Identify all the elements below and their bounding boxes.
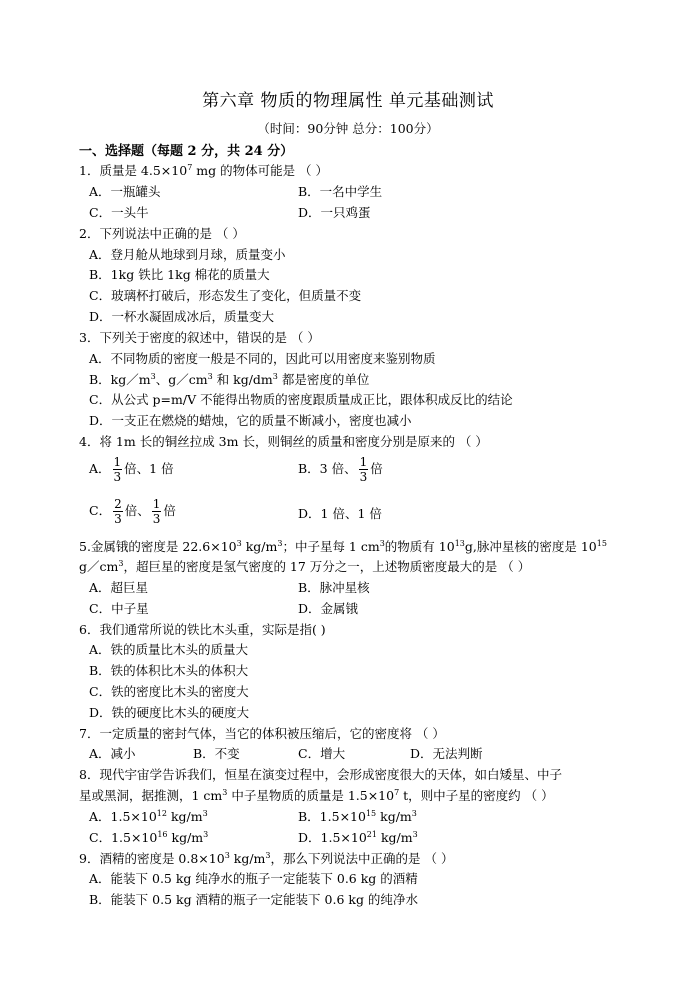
question-1-option-b: B．一名中学生	[298, 184, 383, 199]
section-heading: 一、选择题（每题 2 分，共 24 分）	[79, 144, 294, 159]
question-7-option-c: C．增大	[298, 746, 346, 761]
question-1-option-d: D．一只鸡蛋	[298, 205, 371, 220]
question-6-stem: 6．我们通常所说的铁比木头重，实际是指( )	[79, 622, 326, 637]
question-9-stem: 9．酒精的密度是 $0.8\times 10^3$ $kg/m^3$，那么下列说法中正确的是 （ ）	[79, 850, 454, 866]
question-2-stem: 2．下列说法中正确的是 （ ）	[79, 226, 245, 241]
question-7-stem: 7．一定质量的密封气体，当它的体积被压缩后，它的密度将 （ ）	[79, 726, 445, 741]
question-9-option-a: A．能装下 0.5 kg 纯净水的瓶子一定能装下 0.6 kg 的酒精	[89, 871, 418, 886]
question-3-option-d: D．一支正在燃烧的蜡烛，它的质量不断减小，密度也减小	[89, 413, 412, 428]
question-4-option-a: A． $\frac{1}{3}$ 倍、1 倍	[89, 455, 174, 484]
question-5-option-d: D．金属锇	[298, 601, 359, 616]
question-4-option-d: D．1 倍、1 倍	[298, 506, 382, 521]
question-6-option-c: C．铁的密度比木头的密度大	[89, 684, 249, 699]
question-5-option-c: C．中子星	[89, 601, 149, 616]
question-8-option-d: D．$1.5\times 10^{21}$ $kg/m^3$	[298, 829, 418, 845]
question-4-option-b: B．3 倍、 $\frac{1}{3}$ 倍	[298, 455, 383, 484]
question-9-option-b: B．能装下 0.5 kg 酒精的瓶子一定能装下 0.6 kg 的纯净水	[89, 892, 418, 907]
question-6-option-a: A．铁的质量比木头的质量大	[89, 642, 249, 657]
fraction-one-third: $\frac{1}{3}$	[359, 455, 368, 484]
question-8-option-a: A．$1.5\times 10^{12}$ $kg/m^3$	[89, 808, 208, 824]
question-7-option-b: B．不变	[193, 746, 240, 761]
question-4-option-c: C． $\frac{2}{3}$ 倍、 $\frac{1}{3}$ 倍	[89, 497, 176, 526]
question-3-stem: 3．下列关于密度的叙述中，错误的是 （ ）	[79, 330, 320, 345]
question-8-stem-line1: 8．现代宇宙学告诉我们，恒星在演变过程中，会形成密度很大的天体，如白矮星、中子	[79, 767, 562, 782]
fraction-one-third: $\frac{1}{3}$	[113, 455, 122, 484]
question-2-option-b: B．1kg 铁比 1kg 棉花的质量大	[89, 267, 270, 282]
page-title: 第六章 物质的物理属性 单元基础测试	[202, 91, 494, 111]
question-1-option-c: C．一头牛	[89, 205, 149, 220]
exam-info: （时间：90分钟 总分：100分）	[257, 121, 439, 136]
question-8-option-c: C．$1.5\times 10^{16}$ $kg/m^3$	[89, 829, 209, 845]
question-5-option-a: A．超巨星	[89, 580, 149, 595]
question-2-option-c: C．玻璃杯打破后，形态发生了变化，但质量不变	[89, 288, 362, 303]
question-3-option-c: C．从公式 p=m/V 不能得出物质的密度跟质量成正比，跟体积成反比的结论	[89, 392, 513, 407]
question-2-option-d: D．一杯水凝固成冰后，质量变大	[89, 309, 275, 324]
question-1-option-a: A．一瓶罐头	[89, 184, 161, 199]
question-5-option-b: B．脉冲星核	[298, 580, 370, 595]
question-5-stem-line1: 5.金属锇的密度是 $22.6\times 10^3$ $kg/m^3$；中子星每 1 $cm^3$的物质有 $10^{13}g$,脉冲星核的密度是 $10^{15}$	[79, 538, 607, 554]
question-1-stem: 1．质量是 $4.5\times 10^7$ mg 的物体可能是 （ ）	[79, 162, 329, 178]
question-6-option-b: B．铁的体积比木头的体积大	[89, 663, 249, 678]
question-3-option-a: A．不同物质的密度一般是不同的，因此可以用密度来鉴别物质	[89, 351, 436, 366]
question-6-option-d: D．铁的硬度比木头的硬度大	[89, 705, 250, 720]
question-5-stem-line2: $g/cm^3$，超巨星的密度是氢气密度的 17 万分之一，上述物质密度最大的是 （ ）	[79, 558, 531, 574]
question-4-stem: 4．将 1m 长的铜丝拉成 3m 长，则铜丝的质量和密度分别是原来的 （ ）	[79, 434, 488, 449]
question-2-option-a: A．登月舱从地球到月球，质量变小	[89, 247, 286, 262]
question-7-option-d: D．无法判断	[410, 746, 483, 761]
question-3-option-b: B．$kg/m^3$、$g/cm^3$ 和 $kg/dm^3$ 都是密度的单位	[89, 371, 370, 387]
fraction-one-third: $\frac{1}{3}$	[152, 497, 161, 526]
question-8-stem-line2: 星或黑洞，据推测，1 $cm^3$ 中子星物质的质量是 $1.5\times 10^7$ t，则中子星的密度约 （ ）	[79, 787, 554, 803]
question-7-option-a: A．减小	[89, 746, 136, 761]
fraction-two-thirds: $\frac{2}{3}$	[114, 497, 122, 526]
question-8-option-b: B．$1.5\times 10^{15}$ $kg/m^3$	[298, 808, 417, 824]
